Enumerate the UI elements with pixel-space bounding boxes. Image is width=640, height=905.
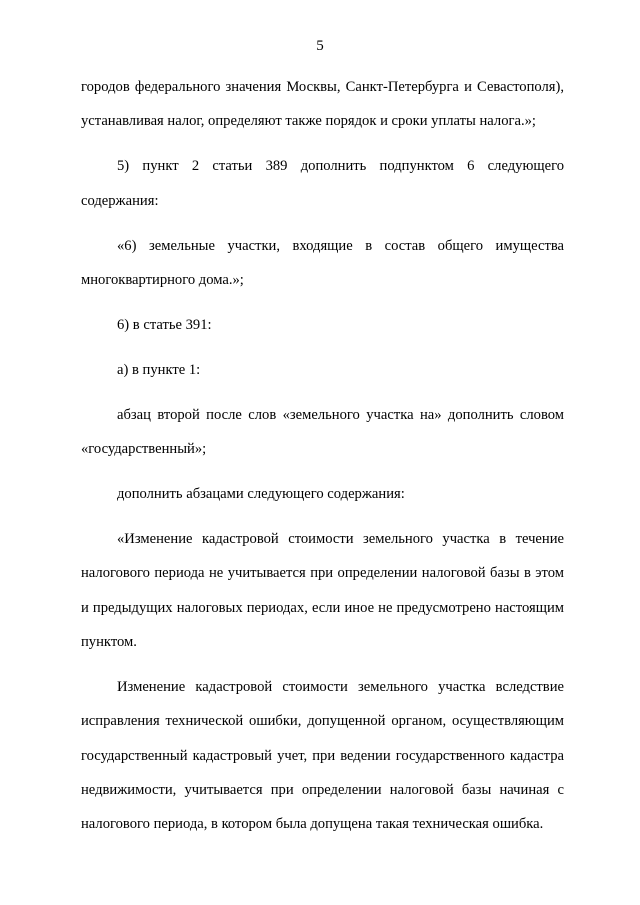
paragraph-continuation: городов федерального значения Москвы, Санкт-Петербурга и Севастополя), устанавливая налог, определяют также порядок и сроки уплаты налога.»; [81, 79, 564, 130]
paragraph-quote-2: Изменение кадастровой стоимости земельного участка вследствие исправления технической ошибки, допущенной органом, осуществляющим государственный кадастровый учет, при ведении государственного кадастра недвижимости, учитывается при определении налоговой базы начиная с налогового периода, в котором была допущена такая техническая ошибка. [81, 678, 564, 833]
document-body [81, 70, 564, 852]
paragraph-subitem-a: а) в пункте 1: [117, 361, 201, 378]
paragraph-item-6: 6) в статье 391: [117, 316, 212, 333]
paragraph-item-5: 5) пункт 2 статьи 389 дополнить подпунктом 6 следующего содержания: [81, 158, 564, 209]
paragraph-subitem-6-text: «6) земельные участки, входящие в состав общего имущества многоквартирного дома.»; [81, 237, 564, 288]
paragraph-abzac-vtoroi: абзац второй после слов «земельного участка на» дополнить словом «государственный»; [81, 406, 564, 458]
page-number: 5 [316, 38, 324, 54]
paragraph-dopolnit: дополнить абзацами следующего содержания: [117, 486, 405, 503]
paragraph-quote-1: «Изменение кадастровой стоимости земельного участка в течение налогового периода не учитывается при определении налоговой базы в этом и предыдущих налоговых периодах, если иное не предусмотрено настоящим пунктом. [81, 531, 564, 650]
